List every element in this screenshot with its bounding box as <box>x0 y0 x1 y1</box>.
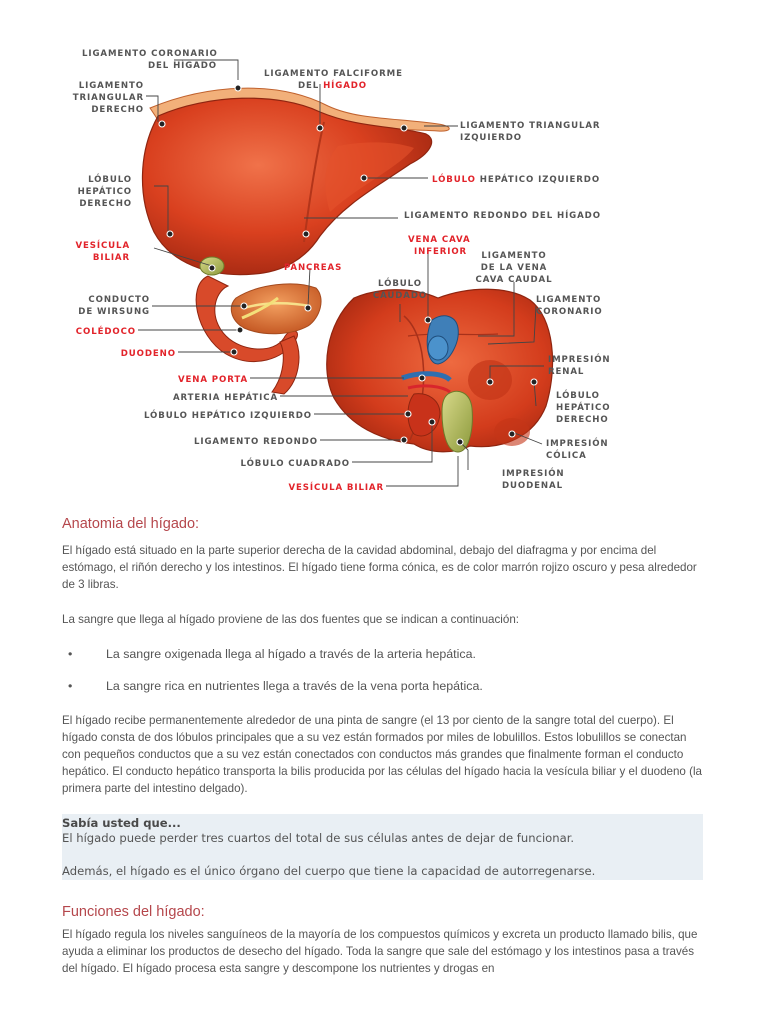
section-title-funciones: Funciones del hígado: <box>62 904 205 920</box>
label-duodeno: DUODENO <box>120 349 176 359</box>
label-lobulo-caudado-1: LÓBULO <box>378 279 422 289</box>
label-lig-coronario-b-1: LIGAMENTO <box>536 295 602 305</box>
list-item-text: La sangre rica en nutrientes llega a través de la vena porta hepática. <box>106 679 483 693</box>
did-you-know-heading: Sabía usted que... <box>62 816 181 830</box>
label-lobulo-hep-der-1: LÓBULO <box>556 391 600 401</box>
label-vesicula-1: VESÍCULA <box>75 241 130 251</box>
section-title-anatomia: Anatomia del hígado: <box>62 516 200 532</box>
label-lobulo-hep-izq: LÓBULO HEPÁTICO IZQUIERDO <box>143 411 312 421</box>
label-vena-cava-2: INFERIOR <box>414 247 468 257</box>
label-triangular-der-2: TRIANGULAR <box>72 93 144 103</box>
label-vena-porta: VENA PORTA <box>177 375 248 385</box>
did-you-know-line-2: Además, el hígado es el único órgano del cuerpo que tiene la capacidad de autorregenarse. <box>62 864 596 878</box>
label-triangular-der-3: DERECHO <box>91 105 144 115</box>
paragraph-lobulos: El hígado recibe permanentemente alrededor de una pinta de sangre (el 13 por ciento de la sangre total del cuerpo). El hígado consta de dos lóbulos principales que a su vez están formados por miles de lobulillos. Estos lobulillos se conectan con pequeños conductos que a su vez están conectados con conductos más grandes que finalmente forman el conducto hepático. El conducto hepático transporta la bilis producida por las células del hígado hacia la vesícula biliar y el duodeno (la primera parte del intestino delgado). <box>62 714 702 795</box>
label-triangular-der-1: LIGAMENTO <box>78 81 144 91</box>
label-lobulo-caudado-2: CAUDADO <box>372 291 428 301</box>
list-item-text: La sangre oxigenada llega al hígado a través de la arteria hepática. <box>106 647 476 661</box>
label-lig-redondo: LIGAMENTO REDONDO <box>193 437 318 447</box>
label-impresion-renal-1: IMPRESIÓN <box>548 355 611 365</box>
paragraph-fuentes-sangre: La sangre que llega al hígado proviene de las dos fuentes que se indican a continuación: <box>62 613 519 626</box>
label-triangular-izq-2: IZQUIERDO <box>460 133 522 143</box>
label-impresion-colica-1: IMPRESIÓN <box>546 439 609 449</box>
label-triangular-izq-1: LIGAMENTO TRIANGULAR <box>460 121 601 131</box>
label-wirsung-2: DE WIRSUNG <box>78 307 150 317</box>
label-lobulo-der-1: LÓBULO <box>88 175 132 185</box>
label-coledoco: COLÉDOCO <box>75 327 136 337</box>
label-lobulo-hep-der-3: DERECHO <box>556 415 609 425</box>
liver-illustration <box>58 36 638 500</box>
label-redondo-higado: LIGAMENTO REDONDO DEL HÍGADO <box>404 211 601 221</box>
bullet-marker: • <box>68 679 73 693</box>
label-lobulo-der-3: DERECHO <box>79 199 132 209</box>
paragraph-funciones: El hígado regula los niveles sanguíneos de la mayoría de los compuestos químicos y excreta un producto llamado bilis, que ayuda a eliminar los productos de desecho del hígado. Toda la sangre que sale del estómago y los intestinos pasa a través del hígado. El hígado procesa esta sangre y descompone los nutrientes y drogas en <box>62 928 698 975</box>
label-vena-cava-1: VENA CAVA <box>408 235 471 245</box>
label-lobulo-der-2: HEPÁTICO <box>77 187 132 197</box>
did-you-know-line-1: El hígado puede perder tres cuartos del total de sus células antes de dejar de funcionar. <box>62 831 575 845</box>
bullet-marker: • <box>68 647 73 661</box>
label-impresion-colica-2: CÓLICA <box>546 451 587 461</box>
did-you-know-box <box>62 814 703 880</box>
label-impresion-duodenal-1: IMPRESIÓN <box>502 469 565 479</box>
label-lobulo-hep-der-2: HEPÁTICO <box>556 403 611 413</box>
label-lig-coronario-2: DEL HÍGADO <box>148 61 218 71</box>
label-vesicula-biliar: VESÍCULA BILIAR <box>288 483 384 493</box>
label-arteria-hepatica: ARTERIA HEPÁTICA <box>172 393 278 403</box>
label-lig-coronario-b-2: CORONARIO <box>536 307 603 317</box>
label-lig-vena-cava-2: DE LA VENA <box>480 263 548 273</box>
liver-anatomy-figure <box>58 36 638 500</box>
label-pancreas: PÁNCREAS <box>284 263 343 273</box>
label-impresion-renal-2: RENAL <box>548 367 585 377</box>
paragraph-anatomia-intro: El hígado está situado en la parte superior derecha de la cavidad abdominal, debajo del diafragma y por encima del estómago, el riñón derecho y los intestinos. El hígado tiene forma cónica, es de color marrón rojizo oscuro y pesa alrededor de 3 libras. <box>62 544 697 591</box>
label-wirsung-1: CONDUCTO <box>88 295 150 305</box>
label-falciforme-1: LIGAMENTO FALCIFORME <box>264 69 403 79</box>
label-lig-vena-cava-1: LIGAMENTO <box>481 251 547 261</box>
label-impresion-duodenal-2: DUODENAL <box>502 481 563 491</box>
label-lobulo-izq: LÓBULO HEPÁTICO IZQUIERDO <box>432 175 601 185</box>
label-lobulo-cuadrado: LÓBULO CUADRADO <box>240 459 350 469</box>
label-vesicula-2: BILIAR <box>92 253 130 263</box>
label-falciforme-2: DEL HÍGADO <box>298 81 368 91</box>
label-lig-coronario-1: LIGAMENTO CORONARIO <box>82 49 218 59</box>
label-lig-vena-cava-3: CAVA CAUDAL <box>475 275 553 285</box>
